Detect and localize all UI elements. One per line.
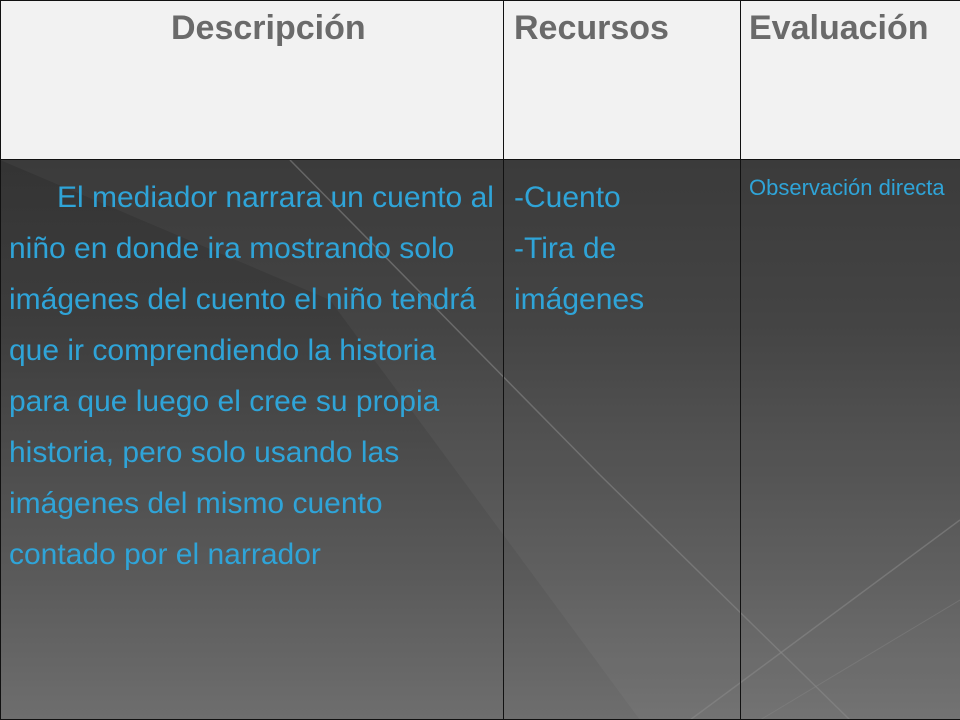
- header-resources-label: Recursos: [514, 9, 669, 47]
- header-description-label: Descripción: [171, 9, 366, 47]
- header-description-cell: [1, 1, 504, 160]
- evaluation-text: Observación directa: [749, 175, 945, 200]
- table-row: [1, 160, 960, 720]
- header-resources-cell: [504, 1, 741, 160]
- resource-item: -Tira de imágenes: [514, 232, 645, 316]
- description-cell: [1, 160, 504, 720]
- header-row: [1, 1, 960, 160]
- header-evaluation-label: Evaluación: [749, 9, 929, 47]
- resource-item: -Cuento: [514, 181, 621, 214]
- resources-cell: [504, 160, 741, 720]
- resources-list: [504, 160, 740, 325]
- description-text: El mediador narrara un cuento al niño en donde ira mostrando solo imágenes del cuento el niño tendrá que ir comprendiendo la historia para que luego el cree su propia historia, pero solo usando las imágenes del mismo cuento contado por el narrador: [9, 181, 494, 571]
- evaluation-cell: [741, 160, 960, 720]
- header-evaluation-cell: [741, 1, 960, 160]
